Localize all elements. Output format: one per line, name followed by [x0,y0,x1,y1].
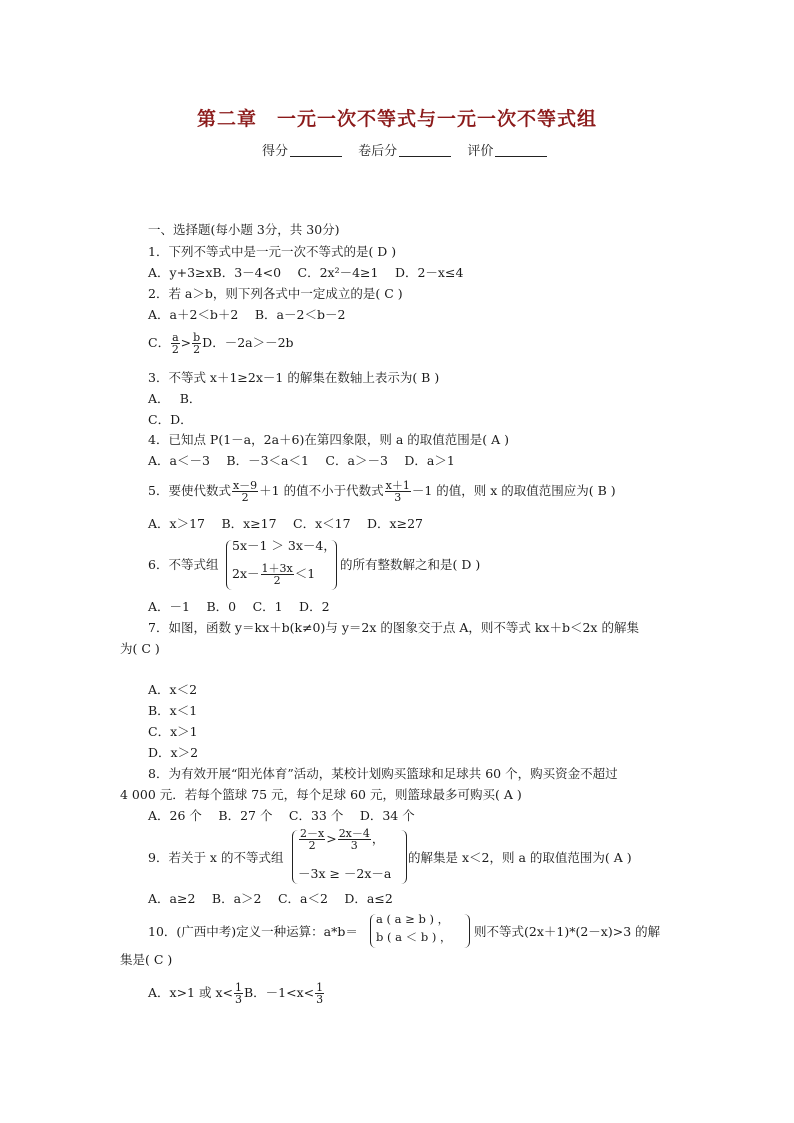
section-heading: 一、选择题(每小题 3分，共 30分) [148,222,340,237]
q6-options: A．－1 B．0 C．1 D．2 [148,599,330,614]
q10-options: A．x>1 或 x< $\frac{1}{3}$ B．－1<x< $\frac{1}{3}$ [148,981,324,1006]
q3-stem: 3．不等式 x＋1≥2x－1 的解集在数轴上表示为( B ) [148,370,440,385]
q9-line1: $\frac{2-x}{2}$ > $\frac{2x-4}{3}$ ， [300,827,385,852]
q6-line2: 2x－ $\frac{1+3x}{2}$ ＜1 [232,562,316,587]
evaluation-label: 评价 [467,144,494,159]
q7-option-c: C．x＞1 [148,724,198,739]
q9-frac-1: $\frac{2-x}{2}$ [300,827,325,852]
page-title: 第二章 一元一次不等式与一元一次不等式组 [196,108,597,130]
q1-stem: 1．下列不等式中是一元一次不等式的是( D ) [148,244,397,259]
q7-stem-cont: 为( C ) [120,641,160,656]
q2-stem: 2．若 a＞b，则下列各式中一定成立的是( C ) [148,286,403,301]
q2-frac-b: $\frac{b}{2}$ [193,331,201,356]
q6-line1: 5x－1 ＞ 3x－4， [232,538,336,553]
evaluation-blank[interactable] [495,144,547,157]
q10-line2: b ( a ＜ b ) ， [376,930,452,944]
score-line [262,140,559,159]
q9-options: A．a≥2 B．a＞2 C．a＜2 D．a≤2 [148,891,393,906]
q3-options-ab: A． B． [148,391,202,406]
q2-options-cd: C． $\frac{a}{2}$ > $\frac{b}{2}$ D．－2a＞－2b [148,331,294,356]
q7-stem: 7．如图，函数 y＝kx＋b(k≠0)与 y＝2x 的图象交于点 A，则不等式 kx＋b＜2x 的解集 [148,620,639,635]
q1-options: A．y+3≥xB．3－4<0 C．2x²－4≥1 D．2－x≤4 [148,265,464,280]
final-score-blank[interactable] [399,144,451,157]
q9-line2: －3x ≥ －2x－a [298,866,392,881]
q4-options: A．a＜－3 B．－3＜a＜1 C．a＞－3 D．a＞1 [148,453,455,468]
q7-option-d: D．x＞2 [148,745,199,760]
q5-stem: 5．要使代数式 $\frac{x-9}{2}$ ＋1 的值不小于代数式 $\frac{x+1}{3}$ －1 的值，则 x 的取值范围应为( B ) [148,479,616,504]
q9-pre: 9．若关于 x 的不等式组 [148,850,284,865]
final-score-label: 卷后分 [358,144,398,159]
q6-pre: 6．不等式组 [148,557,219,572]
q3-options-cd: C．D． [148,412,193,427]
q4-stem: 4．已知点 P(1－a，2a＋6)在第四象限，则 a 的取值范围是( A ) [148,432,509,447]
q10-pre: 10．(广西中考)定义一种运算：a*b＝ [148,924,358,939]
q8-stem: 8．为有效开展“阳光体育”活动，某校计划购买篮球和足球共 60 个，购买资金不超过 [148,766,618,781]
score-label: 得分 [262,144,289,159]
q10-post: 则不等式(2x＋1)*(2－x)>3 的解 [474,924,661,939]
q10-frac-2: $\frac{1}{3}$ [316,981,324,1006]
score-blank[interactable] [290,144,342,157]
q10-frac-1: $\frac{1}{3}$ [234,981,242,1006]
q8-stem-cont: 4 000 元．若每个篮球 75 元，每个足球 60 元，则篮球最多可购买( A ) [120,787,522,802]
q9-right-bar [400,830,407,884]
q2-options-ab: A．a＋2＜b＋2 B．a－2＜b－2 [148,307,346,322]
q10-right-bar [464,914,470,948]
q7-option-a: A．x＜2 [148,682,198,697]
q10-stem-cont: 集是( C ) [120,952,173,967]
q6-right-bar [330,540,337,590]
q6-post: 的所有整数解之和是( D ) [340,557,481,572]
q5-frac-2: $\frac{x+1}{3}$ [385,479,410,504]
q5-frac-1: $\frac{x-9}{2}$ [232,479,258,504]
q6-frac: $\frac{1+3x}{2}$ [261,562,293,587]
q10-line1: a ( a ≥ b ) ， [376,912,450,926]
q7-option-b: B．x＜1 [148,703,198,718]
q5-options: A．x＞17 B．x≥17 C．x＜17 D．x≥27 [148,516,423,531]
q8-options: A．26 个 B．27 个 C．33 个 D．34 个 [148,808,415,823]
q2-frac-a: $\frac{a}{2}$ [171,331,179,356]
q9-frac-2: $\frac{2x-4}{3}$ [338,827,370,852]
q9-post: 的解集是 x＜2，则 a 的取值范围为( A ) [408,850,632,865]
